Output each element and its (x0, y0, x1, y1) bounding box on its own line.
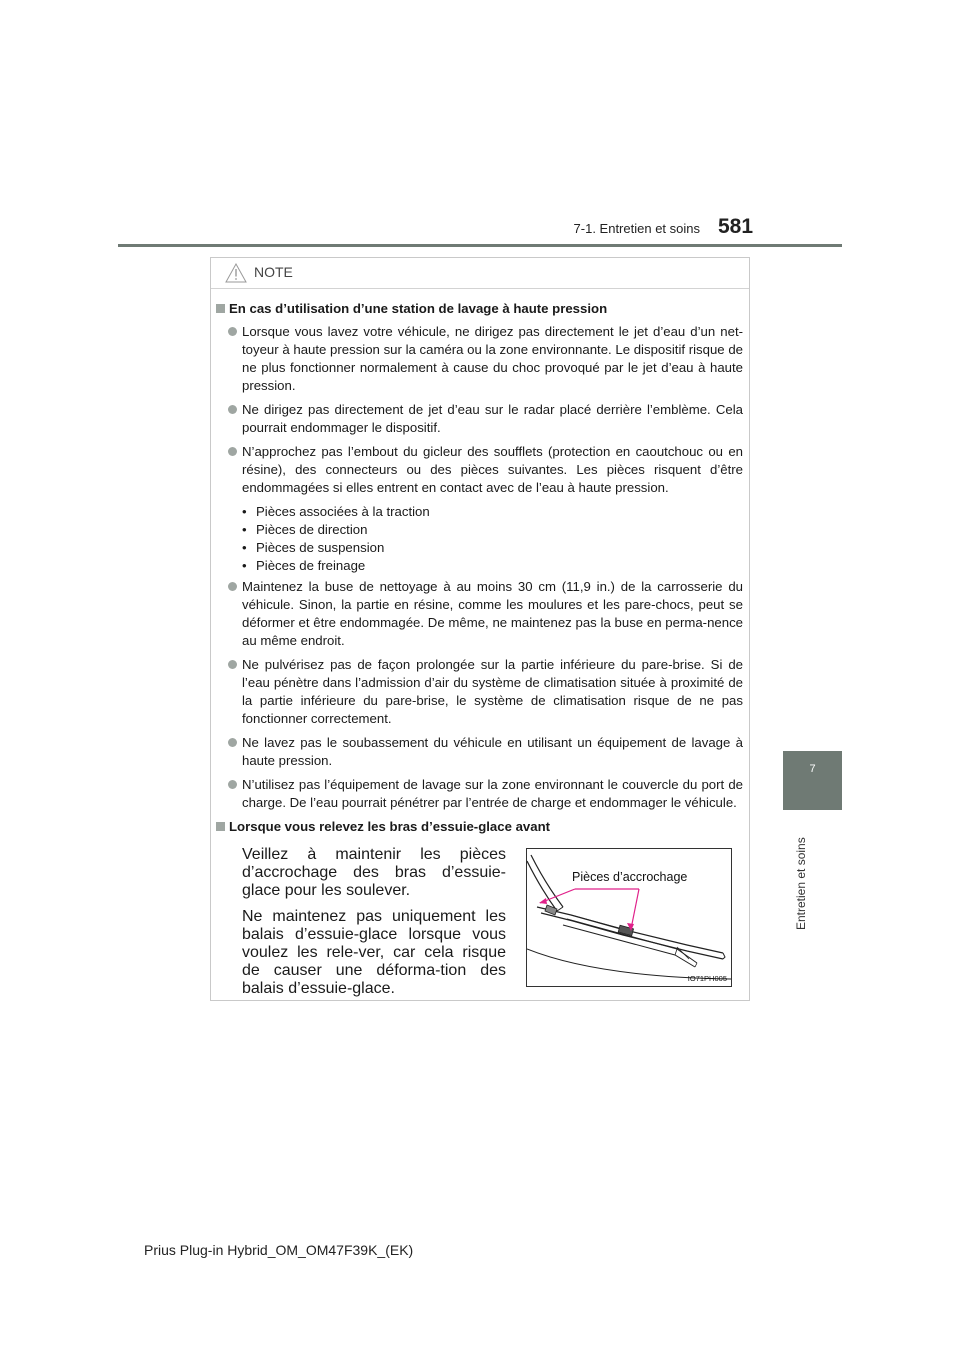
wiper-paragraph: Ne maintenez pas uniquement les balais d’essuie-glace lorsque vous voulez les rele-ver, car cela risque de causer une déforma-tion des balais d’essuie-glace. (242, 908, 506, 997)
note-content (211, 300, 751, 841)
chapter-tab (783, 751, 842, 810)
wiper-arm-illustration (526, 848, 732, 987)
figure-callout-label: Pièces d’accrochage (572, 870, 688, 884)
chapter-side-label (792, 830, 812, 950)
chapter-tab-number: 7 (809, 763, 816, 775)
list-item: N’approchez pas l’embout du gicleur des soufflets (protection en caoutchouc ou en résine), des connecteurs ou des pièces suivantes. Les pièces risquent d’être endommagées si elles entrent en contact avec de l’eau à haute pression. (211, 443, 751, 497)
figure-code: IO71PH005 (687, 974, 727, 983)
chapter-section-title: 7-1. Entretien et soins (573, 221, 700, 236)
sub-list-item: • Pièces associées à la traction (242, 503, 751, 521)
note-title: NOTE (254, 264, 293, 280)
footer-document-id: Prius Plug-in Hybrid_OM_OM47F39K_(EK) (144, 1242, 414, 1258)
list-item: N’utilisez pas l’équipement de lavage sur la zone environnant le couvercle du port de charge. De l’eau pourrait pénétrer par l’entrée de charge et endommager le véhicule. (211, 776, 751, 812)
list-item: Ne pulvérisez pas de façon prolongée sur la partie inférieure du pare-brise. Si de l’eau pénètre dans l’admission d’air du système de climatisation située à proximité de la partie inférieure du pare-brise, le système de climatisation risque de ne pas fonctionner correctement. (211, 656, 751, 728)
list-item: Maintenez la buse de nettoyage à au moins 30 cm (11,9 in.) de la carrosserie du véhicule. Sinon, la partie en résine, comme les moulures et les pare-chocs, peut se déformer et être endommagée. De même, ne maintenez pas la buse en perma-nence au même endroit. (211, 578, 751, 650)
wiper-paragraph: Veillez à maintenir les pièces d’accrochage des bras d’essuie-glace pour les soulever. (242, 846, 506, 899)
note-box (210, 257, 750, 1001)
list-item: Ne dirigez pas directement de jet d’eau sur le radar placé derrière l’emblème. Cela pourrait endommager le dispositif. (211, 401, 751, 437)
sub-list-item: • Pièces de direction (242, 521, 751, 539)
header-rule (118, 244, 842, 247)
parts-sublist (211, 503, 751, 575)
section-heading-high-pressure: En cas d’utilisation d’une station de lavage à haute pression (211, 300, 741, 318)
warning-triangle-icon (225, 263, 247, 283)
note-header (211, 258, 749, 289)
list-item: Ne lavez pas le soubassement du véhicule en utilisant un équipement de lavage à haute pression. (211, 734, 751, 770)
wiper-instructions (242, 846, 506, 1006)
section-heading-wiper-arms: Lorsque vous relevez les bras d’essuie-glace avant (211, 818, 741, 836)
chapter-side-label-text: Entretien et soins (794, 837, 808, 930)
sub-list-item: • Pièces de freinage (242, 557, 751, 575)
list-item: Lorsque vous lavez votre véhicule, ne dirigez pas directement le jet d’eau d’un net-toyeur à haute pression sur la caméra ou la zone environnante. Le dispositif risque de ne plus fonctionner normalement à cause du choc provoqué par le jet d’eau à haute pression. (211, 323, 751, 395)
page-number: 581 (718, 215, 754, 238)
sub-list-item: • Pièces de suspension (242, 539, 751, 557)
